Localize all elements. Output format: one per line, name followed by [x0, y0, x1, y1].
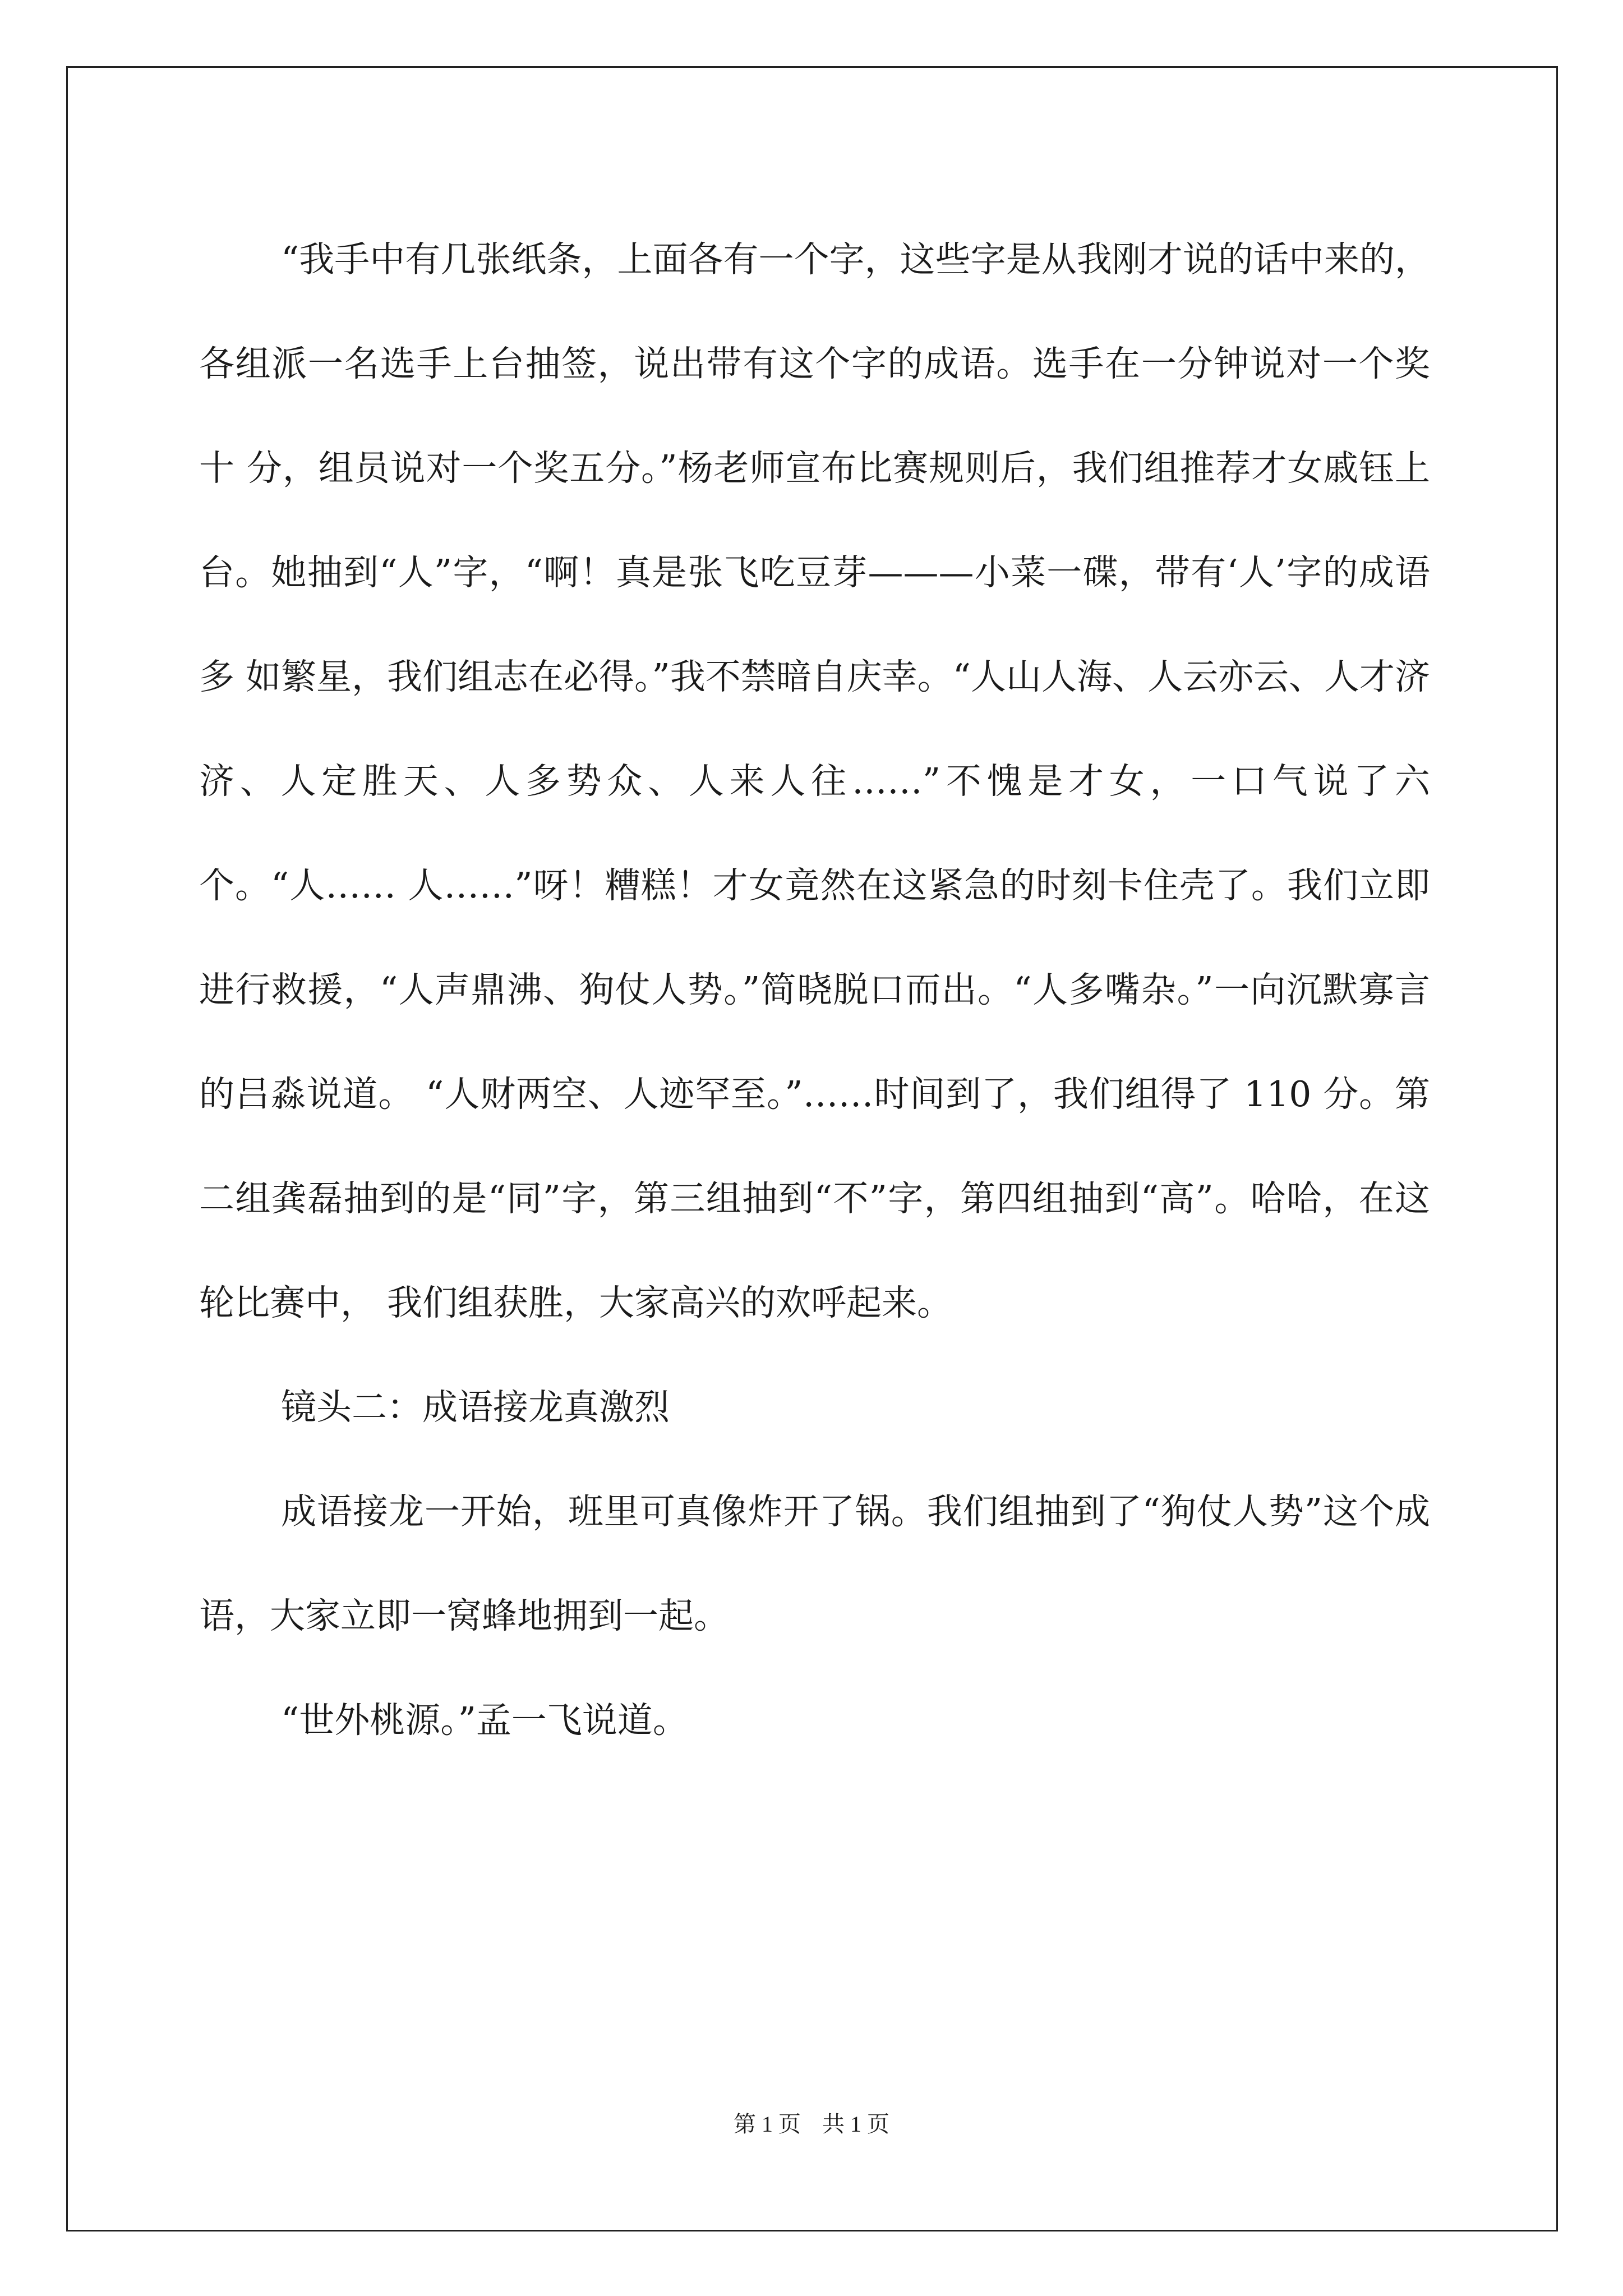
paragraph-idiom-chain: 成语接龙一开始，班里可真像炸开了锅。我们组抽到了“狗仗人势”这个成语，大家立即一窝蜂地拥到一起。	[199, 1491, 1430, 1636]
page-footer	[0, 2106, 1623, 2138]
paragraph-story: “我手中有几张纸条，上面各有一个字，这些字是从我刚才说的话中来的，各组派一名选手上台抽签，说出带有这个字的成语。选手在一分钟说对一个奖十 分，组员说对一个奖五分。”杨老师宣布比赛规则后，我们组推荐才女戚钰上台。她抽到“人”字，“啊！真是张飞吃豆芽———小菜一碟，带有‘人’字的成语多 如繁星，我们组志在必得。”我不禁暗自庆幸。“人山人海、人云亦云、人才济济、人定胜天、人多势众、人来人往……”不愧是才女，一口气说了六个。“人…… 人……”呀！糟糕！才女竟然在这紧急的时刻卡住壳了。我们立即进行救援，“人声鼎沸、狗仗人势。”简晓脱口而出。“人多嘴杂。”一向沉默寡言的吕淼说道。 “人财两空、人迹罕至。”……时间到了，我们组得了 110 分。第二组龚磊抽到的是“同”字，第三组抽到“不”字，第四组抽到“高”。哈哈，在这轮比赛中， 我们组获胜，大家高兴的欢呼起来。	[199, 239, 1430, 1323]
page-number: 第 1 页	[734, 2111, 801, 2137]
paragraph-quote: “世外桃源。”孟一飞说道。	[281, 1700, 688, 1741]
total-pages: 共 1 页	[822, 2111, 889, 2137]
paragraph-heading: 镜头二：成语接龙真激烈	[281, 1387, 670, 1428]
document-body	[199, 208, 1430, 1773]
